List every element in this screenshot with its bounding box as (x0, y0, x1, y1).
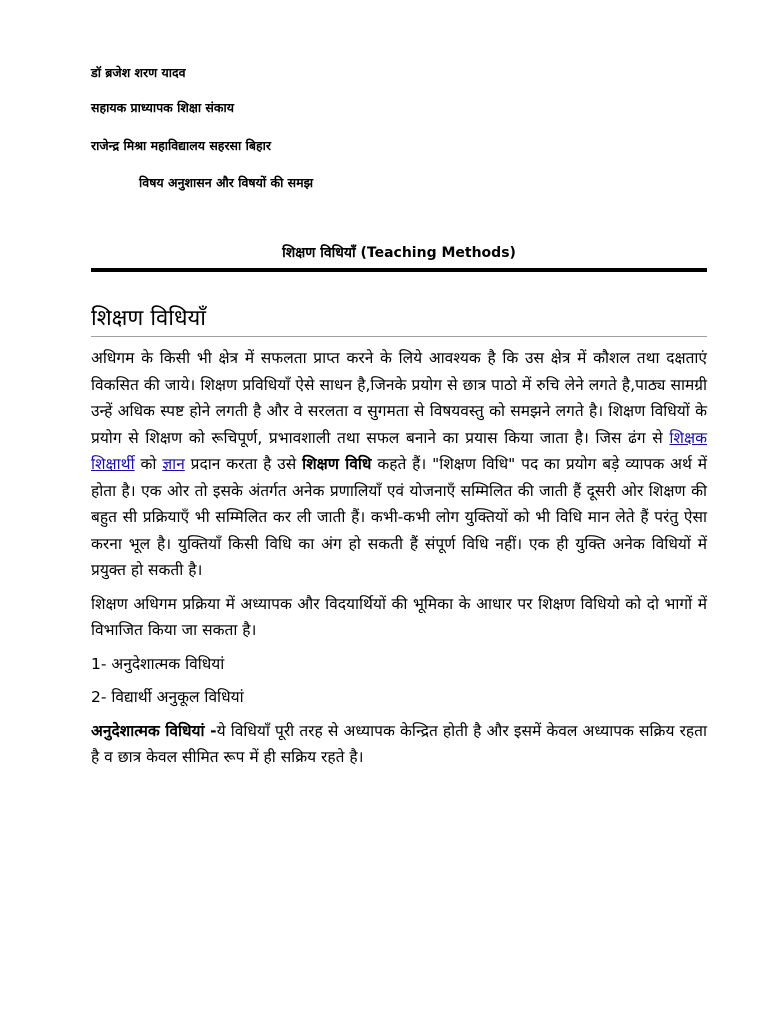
intro-text-d: कहते हैं। "शिक्षण विधि" पद का प्रयोग बड़े व्यापक अर्थ में होता है। एक ओर तो इसके अंतर्गत अनेक प्रणालियाँ एवं योजनाएँ सम्मिलित की जाती हैं दूसरी ओर शिक्षण की बहुत सी प्रक्रियाएँ भी सम्मिलित कर ली जाती हैं। कभी-कभी लोग युक्तियों को भी विधि मान लेते हैं परंतु ऐसा करना भूल है। युक्तियाँ किसी विधि का अंग हो सकती हैं संपूर्ण विधि नहीं। एक ही युक्ति अनेक विधियों में प्रयुक्त हो सकती है। (91, 455, 707, 579)
link-student[interactable]: शिक्षार्थी (91, 455, 135, 473)
term-teaching-method: शिक्षण विधि (302, 455, 372, 473)
title-divider (91, 268, 707, 272)
heading-divider (91, 336, 707, 337)
document-body (91, 345, 707, 778)
subject-line: विषय अनुशासन और विषयों की समझ (139, 175, 314, 190)
intro-text-b: को (134, 455, 163, 473)
instructional-methods-text: ये विधियाँ पूरी तरह से अध्यापक केन्द्रित होती है और इसमें केवल अध्यापक सक्रिय रहता है व छात्र केवल सीमित रूप में ही सक्रिय रहते है। (91, 721, 707, 766)
document-title: शिक्षण विधियाँ (Teaching Methods) (282, 245, 516, 261)
author-designation: सहायक प्राध्यापक शिक्षा संकाय (91, 100, 234, 115)
link-teacher[interactable]: शिक्षक (669, 428, 707, 447)
list-item: 2- विद्यार्थी अनुकूल विधियां (91, 688, 244, 706)
intro-text-c: प्रदान करता है उसे (184, 455, 303, 473)
instructional-methods-paragraph (91, 718, 707, 771)
intro-text-a: अधिगम के किसी भी क्षेत्र में सफलता प्राप्त करने के लिये आवश्यक है कि उस क्षेत्र में कौशल तथा दक्षताएं विकसित की जाये। शिक्षण प्रविधियाँ ऐसे साधन है,जिनके प्रयोग से छात्र पाठो में रुचि लेने लगते है,पाठ्य सामग्री उन्हें अधिक स्पष्ट होने लगती है और वे सरलता व सुगमता से विषयवस्तु को समझने लगते है। शिक्षण विधियों के प्रयोग से शिक्षण को रूचिपूर्ण, प्रभावशाली तथा सफल बनाने का प्रयास किया जाता है। जिस ढंग से (91, 349, 707, 447)
intro-paragraph (91, 345, 707, 584)
author-institution: राजेन्द्र मिश्रा महाविद्यालय सहरसा बिहार (91, 138, 271, 153)
term-instructional-methods: अनुदेशात्मक विधियां - (91, 721, 217, 740)
section-heading: शिक्षण विधियाँ (91, 306, 206, 331)
author-name: डॉ ब्रजेश शरण यादव (91, 65, 186, 80)
classification-paragraph: शिक्षण अधिगम प्रक्रिया में अध्यापक और विदयार्थियों की भूमिका के आधार पर शिक्षण विधियो को दो भागों में विभाजित किया जा सकता है। (91, 594, 707, 639)
link-knowledge[interactable]: ज्ञान (162, 455, 185, 473)
list-item: 1- अनुदेशात्मक विधियां (91, 654, 225, 673)
